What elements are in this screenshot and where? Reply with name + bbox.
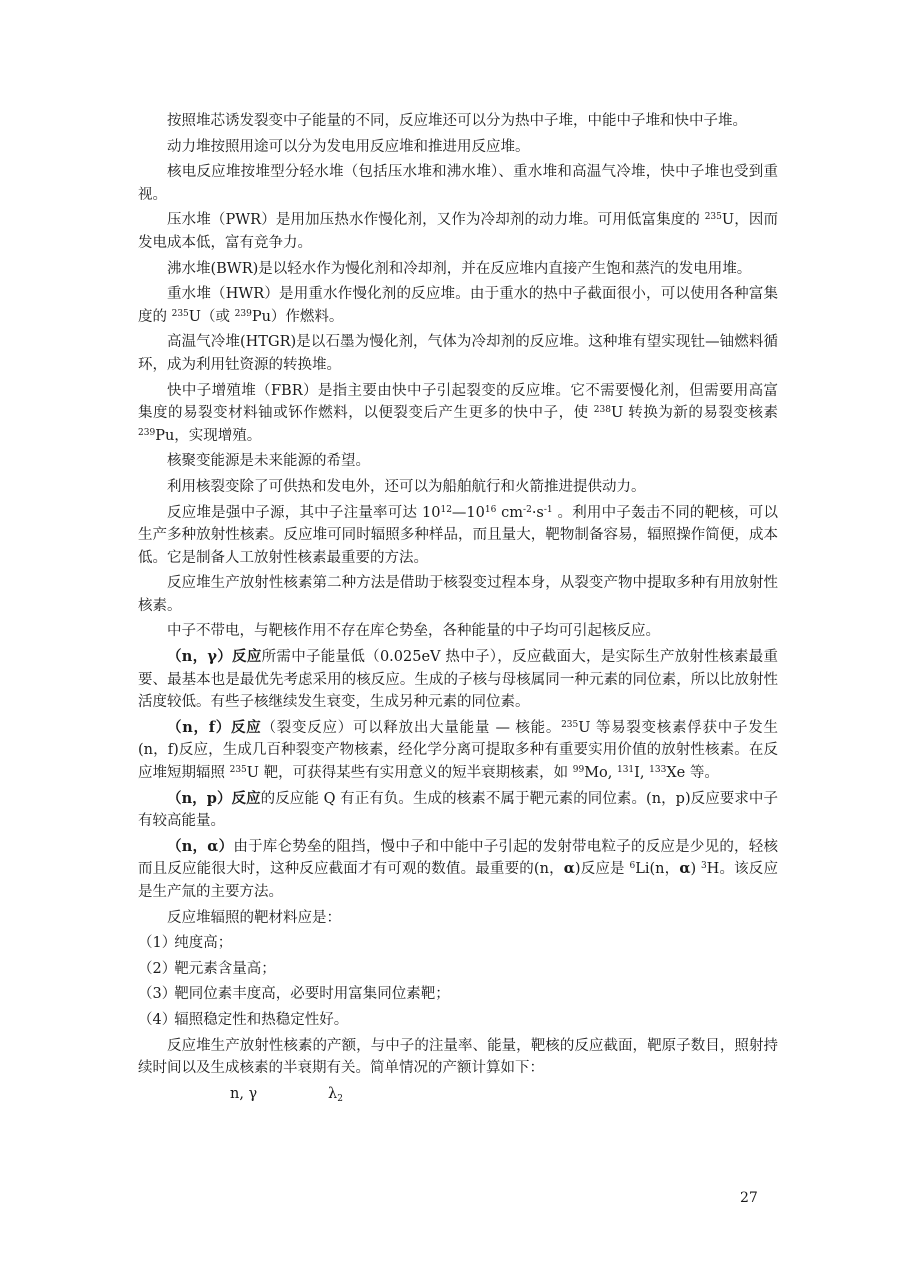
yield-formula <box>138 1083 778 1109</box>
paragraph-n-f: （n，f）反应（裂变反应）可以释放出大量能量 — 核能。$^{235}$U 等易裂变核素俘获中子发生(n，f)反应，生成几百种裂变产物核素，经化学分离可提取多种有重要实用价值的放射性核素。在反应堆短期辐照 $^{235}$U 靶，可获得某些有实用意义的短半衰期核素，如 $^{99}$Mo, $^{131}$I, $^{133}$Xe 等。 <box>138 718 778 782</box>
paragraph-n-alpha: （n，α）由于库仑势垒的阻挡，慢中子和中能中子引起的发射带电粒子的反应是少见的，轻核而且反应能很大时，这种反应截面才有可观的数值。最重要的(n，α)反应是 $^6$Li(n，α) $^3$H。该反应是生产氚的主要方法。 <box>138 837 779 900</box>
paragraph-bwr: 沸水堆(BWR)是以轻水作为慢化剂和冷却剂，并在反应堆内直接产生饱和蒸汽的发电用堆。 <box>167 260 752 277</box>
paragraph-n-gamma: （n，γ）反应所需中子能量低（0.025eV 热中子），反应截面大，是实际生产放射性核素最重要、最基本也是最优先考虑采用的核反应。生成的子核与母核属同一种元素的同位素，所以比放射性活度较低。有些子核继续发生衰变，生成另种元素的同位素。 <box>138 648 778 711</box>
paragraph-yield: 反应堆生产放射性核素的产额，与中子的注量率、能量，靶核的反应截面，靶原子数目，照射持续时间以及生成核素的半衰期有关。简单情况的产额计算如下： <box>138 1037 778 1077</box>
paragraph-hwr: 重水堆（HWR）是用重水作慢化剂的反应堆。由于重水的热中子截面很小，可以使用各种富集度的 $^{235}$U（或 $^{239}$Pu）作燃料。 <box>138 286 778 325</box>
n-gamma-heading: （n，γ）反应 <box>167 648 262 666</box>
paragraph-pwr: 压水堆（PWR）是用加压热水作慢化剂，又作为冷却剂的动力堆。可用低富集度的 $^{235}$U，因而发电成本低，富有竞争力。 <box>138 212 778 251</box>
n-p-heading: （n，p）反应 <box>167 789 261 807</box>
reaction-label: n, γ <box>230 1085 258 1102</box>
paragraph-reactor-types: 核电反应堆按堆型分轻水堆（包括压水堆和沸水堆）、重水堆和高温气冷堆，快中子堆也受到重视。 <box>138 164 778 203</box>
paragraph-fbr: 快中子增殖堆（FBR）是指主要由快中子引起裂变的反应堆。它不需要慢化剂，但需要用高富集度的易裂变材料铀或钚作燃料，以便裂变后产生更多的快中子，使 $^{238}$U 转换为新的易裂变核素 $^{239}$Pu，实现增殖。 <box>138 382 778 444</box>
body-text <box>138 110 778 1109</box>
paragraph-fusion: 核聚变能源是未来能源的希望。 <box>167 453 370 470</box>
paragraph-htgr: 高温气冷堆(HTGR)是以石墨为慢化剂，气体为冷却剂的反应堆。这种堆有望实现钍—铀燃料循环，成为利用钍资源的转换堆。 <box>138 334 778 373</box>
paragraph-neutron-source: 反应堆是强中子源，其中子注量率可达 $10^{12}—10^{16}$ $cm^{-2}\cdot s^{-1}$ 。利用中子轰击不同的靶核，可以生产多种放射性核素。反应堆可同时辐照多种样品，而且量大，靶物制备容易，辐照操作简便，成本低。它是制备人工放射性核素最重要的方法。 <box>138 504 779 566</box>
n-f-heading: （n，f）反应 <box>167 718 262 736</box>
list-item: （2）靶元素含量高； <box>138 960 276 977</box>
paragraph-n-p: （n，p）反应的反应能 Q 有正有负。生成的核素不属于靶元素的同位素。(n，p)反应要求中子有较高能量。 <box>138 789 778 830</box>
paragraph-fission-products: 反应堆生产放射性核素第二种方法是借助于核裂变过程本身，从裂变产物中提取多种有用放射性核素。 <box>138 575 778 614</box>
page-number: 27 <box>740 1190 758 1206</box>
list-item: （4）辐照稳定性和热稳定性好。 <box>138 1011 349 1028</box>
decay-constant-label: $\lambda_2$ <box>328 1085 343 1104</box>
list-item: （3）靶同位素丰度高，必要时用富集同位素靶； <box>138 986 450 1003</box>
paragraph-neutron-charge: 中子不带电，与靶核作用不存在库仑势垒，各种能量的中子均可引起核反应。 <box>167 623 660 640</box>
n-alpha-heading: （n，α） <box>167 837 234 855</box>
paragraph-power-reactor: 动力堆按照用途可以分为发电用反应堆和推进用反应堆。 <box>167 138 530 155</box>
list-item: （1）纯度高； <box>138 935 233 952</box>
paragraph-propulsion: 利用核裂变除了可供热和发电外，还可以为船舶航行和火箭推进提供动力。 <box>167 478 646 495</box>
paragraph-reactor-classification: 按照堆芯诱发裂变中子能量的不同，反应堆还可以分为热中子堆，中能中子堆和快中子堆。 <box>167 113 747 129</box>
paragraph-target-material: 反应堆辐照的靶材料应是： <box>167 909 341 926</box>
